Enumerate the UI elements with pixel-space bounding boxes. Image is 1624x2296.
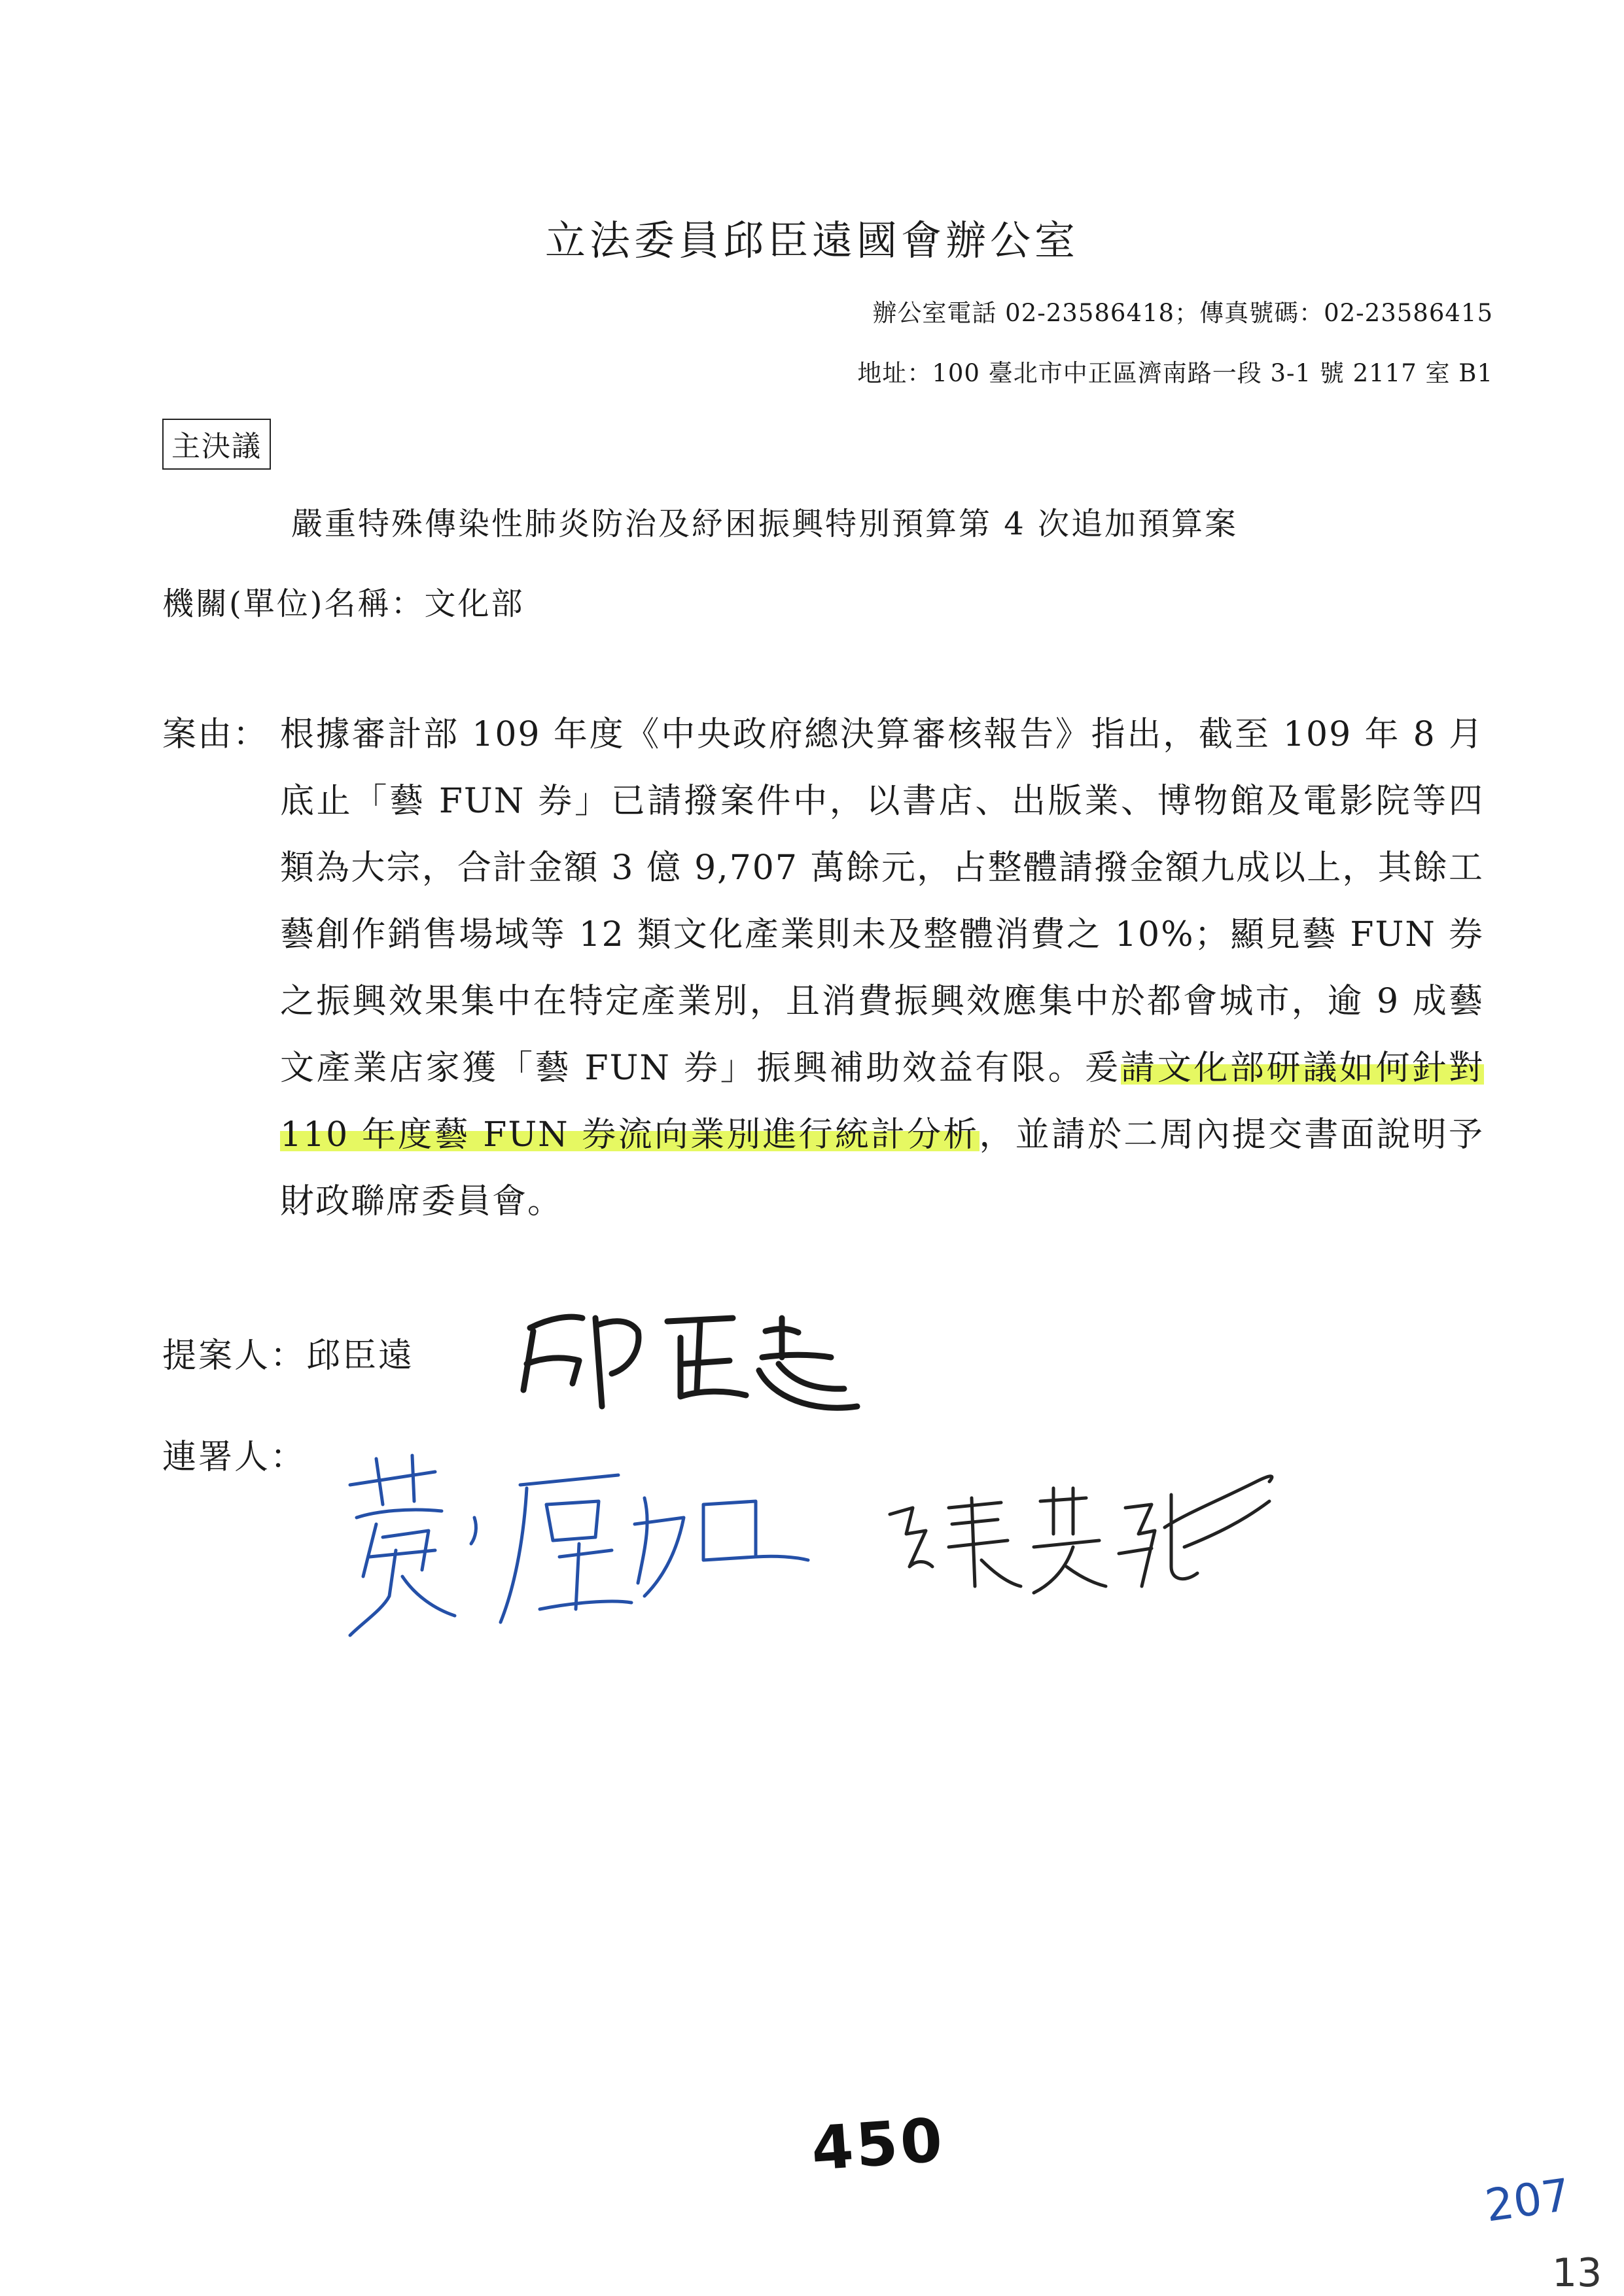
case-label: 案由： — [162, 715, 269, 754]
agency-name: 機關(單位)名稱：文化部 — [162, 585, 525, 622]
cosigner-signature-1 — [337, 1446, 834, 1642]
office-title: 立法委員邱臣遠國會辦公室 — [544, 217, 1079, 264]
handwritten-corner-note-bottom: 13 — [1552, 2250, 1602, 2296]
office-phone-fax: 辦公室電話 02-23586418；傳真號碼：02-23586415 — [872, 299, 1493, 327]
proposer-signature — [504, 1292, 870, 1423]
resolution-type-label: 主決議 — [162, 419, 271, 470]
cosigner-signature-2 — [877, 1462, 1282, 1612]
bill-title: 嚴重特殊傳染性肺炎防治及紓困振興特別預算第 4 次追加預算案 — [291, 506, 1239, 542]
case-text-highlighted: 請文化部研議如何針對 110 年度藝 FUN 券流向業別進行統計分析 — [280, 1049, 1484, 1155]
case-text — [280, 701, 1484, 1235]
handwritten-page-number: 450 — [809, 2105, 947, 2184]
proposer-label: 提案人：邱臣遠 — [162, 1336, 415, 1376]
cosigner-label: 連署人： — [162, 1438, 307, 1477]
handwritten-corner-note-top: 207 — [1482, 2169, 1574, 2233]
office-address: 地址：100 臺北市中正區濟南路一段 3-1 號 2117 室 B1 — [857, 359, 1493, 387]
case-section — [162, 701, 1484, 1235]
case-text-ending: ，並請於二周內提交書面說明予財政聯席委員會。 — [280, 1115, 1484, 1221]
case-text-main: 根據審計部 109 年度《中央政府總決算審核報告》指出，截至 109 年 8 月底止「藝 FUN 券」已請撥案件中，以書店、出版業、博物館及電影院等四類為大宗，合計金額 3 億 9,707 萬餘元，占整體請撥金額九成以上，其餘工藝創作銷售場域等 12 類文化產業則未及整體消費之 10%；顯見藝 FUN 券之振興效果集中在特定產業別，且消費振興效應集中於都會城市，逾 9 成藝文產業店家獲「藝 FUN 券」振興補助效益有限。爰 — [280, 715, 1484, 1088]
